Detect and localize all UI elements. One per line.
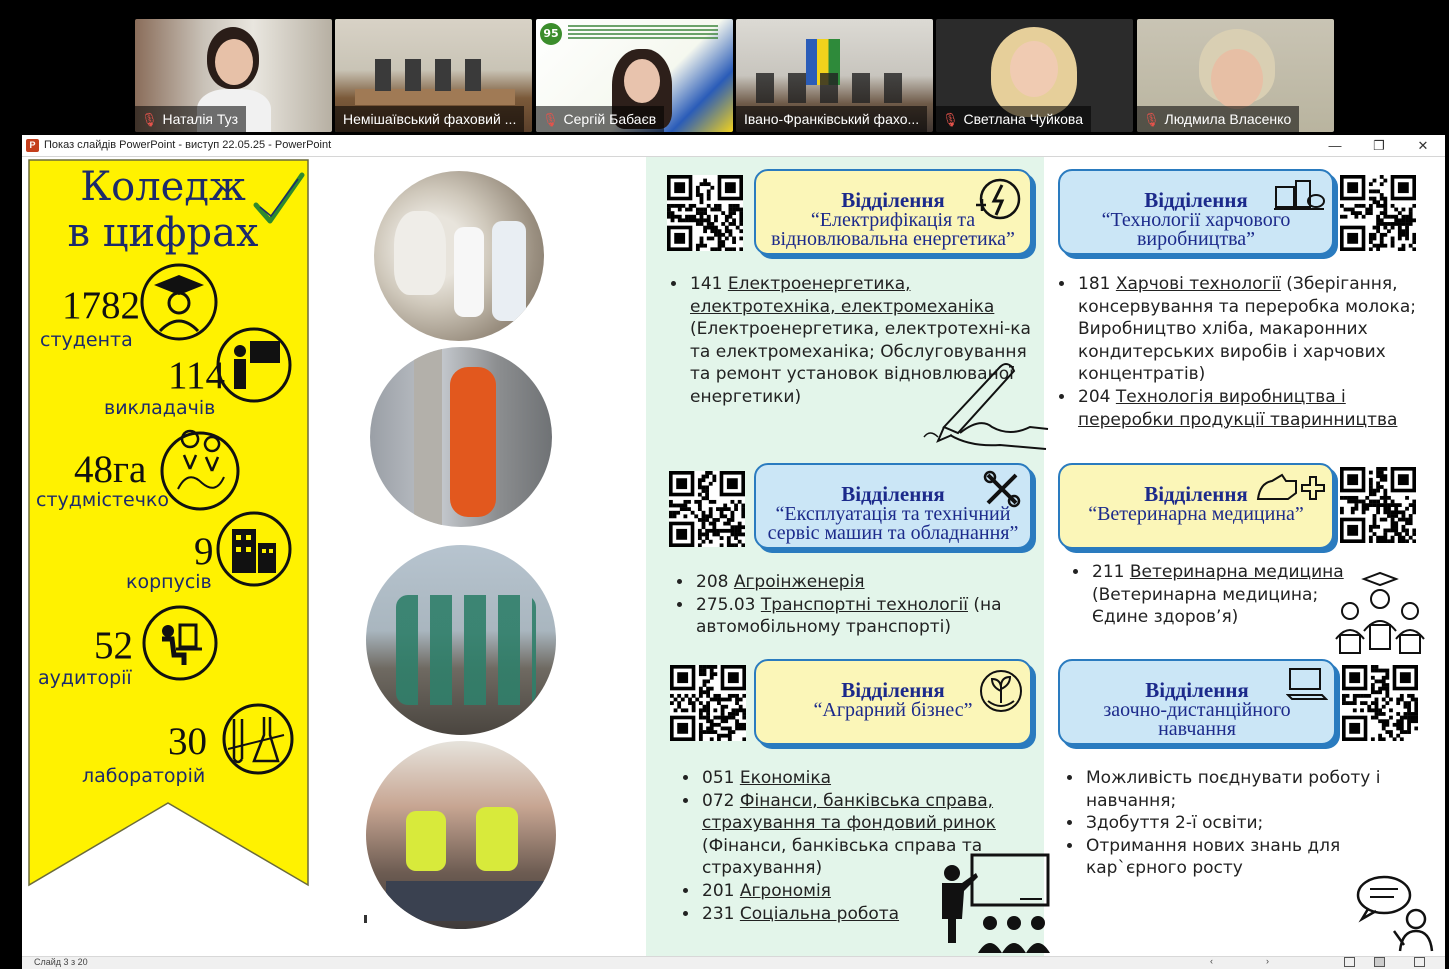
person-face	[1010, 41, 1058, 97]
card-title-line1: заочно-дистанційного	[1103, 699, 1291, 721]
card-title-line2: виробництва”	[1136, 228, 1256, 250]
mic-muted-icon: 🎙	[141, 112, 158, 127]
spec-name: Соціальна робота	[739, 903, 900, 924]
spec-name: Агрономія	[739, 880, 831, 901]
stat-teachers-label: викладачів	[104, 397, 216, 419]
photo-solar-panels	[366, 741, 556, 929]
food-specialties	[1056, 273, 1436, 431]
qr-code-distance-learning[interactable]	[1342, 665, 1418, 741]
title-bar	[22, 135, 1445, 157]
person-face	[624, 59, 660, 103]
logo-badge: 95	[540, 23, 562, 45]
powerpoint-icon: P	[26, 139, 39, 152]
qr-code-veterinary[interactable]	[1340, 467, 1416, 543]
card-title-line2: сервіс машин та обладнання”	[767, 522, 1019, 544]
energy-plug-icon	[974, 175, 1022, 223]
spec-detail: (Зберігання, консервування та переробка молока; Виробництво хліба, макаронних кондитерських виробів і харчових концентратів)	[1078, 274, 1416, 385]
people-shape	[396, 595, 536, 705]
card-heading: Відділення	[1144, 188, 1248, 212]
card-food-technology	[1058, 169, 1334, 255]
tools-icon	[982, 469, 1022, 509]
participant-name: 🎙 Сергій Бабаєв	[536, 106, 664, 132]
close-button[interactable]: ✕	[1417, 138, 1429, 153]
card-heading: Відділення	[1144, 482, 1248, 506]
spec-detail: (Фінанси, банківська справа та страхування)	[702, 835, 983, 879]
person-face	[215, 39, 253, 85]
prev-slide-icon[interactable]: ‹	[1210, 956, 1213, 966]
spec-detail: (Електроенергетика, електротехні-ка та електромеханіка; Обслуговування та ремонт установок відновлюваної енергетики)	[690, 319, 1031, 407]
card-machinery	[754, 463, 1032, 549]
list-item: • Можливість поєднувати роботу і навчання;	[1084, 767, 1414, 812]
spec-name: Агроінженерія	[733, 572, 865, 592]
qr-code-agribusiness[interactable]	[670, 665, 746, 741]
spec-code: 204	[1078, 386, 1111, 407]
spec-name: Електроенергетика, електротехніка, електромеханіка	[690, 274, 995, 317]
veterinary-specialties	[1070, 561, 1360, 629]
spec-name: Ветеринарна медицина	[1129, 562, 1344, 582]
banner-title-line2: в цифрах	[67, 210, 259, 256]
stat-campus-label: студмістечко	[36, 489, 170, 511]
slide	[24, 157, 1443, 957]
worker-shape	[450, 367, 496, 517]
spec-name: Економіка	[739, 768, 832, 788]
stat-teachers-value: 114	[168, 354, 226, 397]
card-distance-learning	[1058, 659, 1336, 745]
pole-shape	[414, 347, 442, 527]
mic-muted-icon: 🎙	[1143, 112, 1160, 127]
list-item	[694, 571, 1044, 594]
stat-students-label: студента	[40, 329, 133, 351]
spec-code: 231	[702, 903, 735, 924]
stat-labs-value: 30	[168, 720, 207, 763]
consultation-icon	[1354, 871, 1436, 953]
card-title-line1: “Аграрний бізнес”	[813, 699, 973, 721]
worker-shape	[406, 811, 446, 871]
worker-shape	[476, 807, 518, 871]
card-title-line1: “Електрифікація та	[810, 209, 976, 231]
stat-buildings-value: 9	[194, 530, 214, 573]
participant-tile[interactable]	[936, 19, 1133, 132]
list-item: • Здобуття 2-ї освіти;	[1084, 812, 1414, 835]
stat-campus-value: 48га	[74, 448, 147, 491]
slide-counter: Слайд 3 з 20	[34, 957, 88, 967]
minimize-button[interactable]: —	[1328, 138, 1342, 153]
list-item	[694, 594, 1044, 639]
person-shape	[454, 227, 484, 317]
teacher-class-icon	[930, 853, 1056, 955]
participant-name: 🎙 Светлана Чуйкова	[936, 106, 1091, 132]
checkmark-icon	[252, 171, 306, 227]
spec-detail: (Ветеринарна медицина; Єдине здоров’я)	[1092, 584, 1319, 628]
food-products-icon	[1272, 175, 1326, 215]
spec-code: 201	[702, 880, 735, 901]
horse-shape	[394, 211, 446, 295]
view-normal-icon[interactable]	[1344, 957, 1355, 967]
stat-classrooms-value: 52	[94, 624, 133, 667]
card-heading: Відділення	[841, 482, 945, 506]
participant-tile[interactable]	[1137, 19, 1334, 132]
qr-code-machinery[interactable]	[669, 471, 745, 547]
header-text-lines	[568, 25, 718, 39]
veterinary-icon	[1252, 469, 1326, 509]
people-shape	[756, 73, 916, 103]
card-title-line1: “Експлуатація та технічний	[775, 503, 1011, 525]
card-agribusiness	[754, 659, 1032, 745]
list-item	[1076, 273, 1436, 386]
stat-students-value: 1782	[62, 284, 140, 327]
spec-code: 211	[1092, 562, 1125, 582]
distance-learning-benefits	[1064, 767, 1414, 880]
mic-muted-icon: 🎙	[542, 112, 559, 127]
card-heading: Відділення	[841, 678, 945, 702]
stats-banner	[28, 159, 308, 885]
card-heading: Відділення	[1145, 678, 1249, 702]
plant-in-hand-icon	[978, 667, 1024, 715]
buildings-icon	[214, 509, 294, 589]
spec-name: Транспортні технології	[760, 594, 968, 615]
people-shape	[375, 59, 495, 91]
computer-icon	[1286, 665, 1328, 703]
card-title-line2: відновлювальна енергетика”	[771, 228, 1015, 250]
view-reading-icon[interactable]	[1374, 957, 1385, 967]
mic-muted-icon: 🎙	[942, 112, 959, 127]
hand-writing-icon	[920, 357, 1050, 453]
card-title-line1: “Ветеринарна медицина”	[1088, 503, 1304, 525]
stat-buildings-label: корпусів	[126, 571, 212, 593]
spec-detail: (на автомобільному транспорті)	[696, 594, 1002, 638]
teacher-board-icon	[214, 325, 294, 405]
person-face	[1211, 49, 1263, 109]
list-item: • Отримання нових знань для кар`єрного росту	[1084, 835, 1414, 880]
spec-code: 208	[696, 572, 729, 592]
table-shape	[355, 89, 515, 105]
spec-code: 072	[702, 790, 735, 811]
participant-tile[interactable]	[736, 19, 933, 132]
stat-labs-label: лабораторій	[82, 765, 206, 787]
spec-name: Харчові технології	[1115, 274, 1281, 294]
participant-tile[interactable]	[536, 19, 733, 132]
spec-name: Технологія виробництва і переробки продукції тваринництва	[1078, 386, 1398, 430]
card-title-line1: “Технології харчового	[1101, 209, 1291, 231]
map-pins-icon	[158, 429, 242, 513]
participant-tile[interactable]	[135, 19, 332, 132]
graduate-icon	[138, 261, 220, 343]
participant-tile[interactable]	[335, 19, 532, 132]
lab-flasks-icon	[214, 699, 294, 779]
card-title-line2: навчання	[1158, 718, 1236, 740]
participant-name: Івано-Франківський фахо...	[736, 106, 927, 132]
spec-code: 275.03	[696, 594, 756, 615]
view-slideshow-icon[interactable]	[1414, 957, 1425, 967]
spec-code: 051	[702, 768, 735, 788]
restore-button[interactable]: ❐	[1373, 138, 1385, 153]
qr-code-electrification[interactable]	[667, 175, 743, 251]
list-item	[1076, 386, 1436, 431]
list-item	[700, 767, 1030, 790]
machinery-specialties	[674, 571, 1044, 639]
person-shape	[492, 221, 526, 321]
small-mark	[364, 915, 367, 923]
card-electrification	[754, 169, 1032, 255]
photo-students-field	[366, 545, 556, 735]
banner-title-line1: Коледж	[80, 164, 246, 210]
medical-team-icon	[1334, 569, 1430, 655]
panel-shape	[386, 881, 546, 921]
participant-name: Немішаївський фаховий ...	[335, 106, 524, 132]
participant-name: 🎙 Наталія Туз	[135, 106, 246, 132]
next-slide-icon[interactable]: ›	[1266, 956, 1269, 966]
classroom-desk-icon	[140, 603, 220, 683]
photo-veterinary	[374, 171, 544, 341]
card-heading: Відділення	[841, 188, 945, 212]
stat-classrooms-label: аудиторії	[38, 667, 132, 689]
status-bar	[22, 956, 1445, 969]
qr-code-food-technology[interactable]	[1340, 175, 1416, 251]
window-title: Показ слайдів PowerPoint - виступ 22.05.25 - PowerPoint	[44, 139, 332, 151]
photo-electrician	[370, 347, 552, 527]
powerpoint-window	[22, 135, 1445, 969]
spec-code: 141	[690, 274, 723, 294]
participant-name: 🎙 Людмила Власенко	[1137, 106, 1299, 132]
card-veterinary	[1058, 463, 1334, 549]
spec-code: 181	[1078, 274, 1111, 294]
spec-name: Фінанси, банківська справа, страхування та фондовий ринок	[702, 790, 996, 834]
list-item	[1090, 561, 1360, 629]
